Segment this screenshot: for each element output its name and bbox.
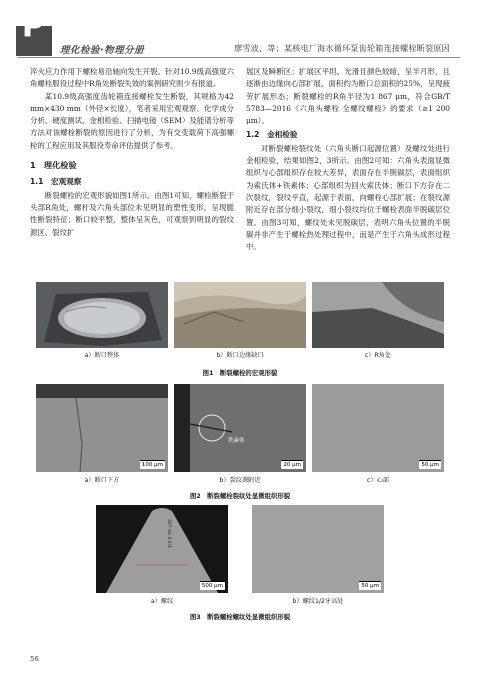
half-tooth-micrograph bbox=[252, 505, 384, 593]
running-head: 廖雪波，等：某核电厂海水循环泵齿轮箱连接螺栓断裂原因 bbox=[234, 44, 450, 53]
figure-2c-label: c）心部 bbox=[367, 477, 389, 484]
subsection-heading: 1.2 金相检验 bbox=[246, 130, 298, 140]
scale-bar: 500 μm bbox=[201, 583, 223, 589]
hardness-label: 307 Hv 0.5/1 bbox=[166, 519, 171, 549]
fracture-overall-photo bbox=[36, 282, 168, 348]
below-fracture-micrograph bbox=[36, 384, 168, 472]
scale-bar: 50 μm bbox=[421, 462, 439, 468]
figure-3a-label: a）螺纹 bbox=[150, 598, 174, 605]
fracture-edge-photo bbox=[174, 282, 306, 348]
figure-1b-label: b）断口边缘缺口 bbox=[216, 352, 264, 359]
header-rule bbox=[18, 57, 460, 58]
figure-1a-label: a）断口整体 bbox=[84, 352, 120, 359]
thread-micrograph bbox=[96, 505, 228, 593]
left-column bbox=[30, 66, 234, 239]
crack-source-micrograph bbox=[174, 384, 306, 472]
section-heading: 1 理化检验 bbox=[30, 160, 77, 171]
figure-3b-label: b）螺纹1/2牙高处 bbox=[292, 598, 344, 605]
figure-1-sublabels bbox=[36, 350, 444, 360]
right-column bbox=[246, 66, 450, 253]
figure-3-row bbox=[96, 505, 384, 593]
paragraph: 断裂螺栓的宏观形貌如图1所示。由图1可知，螺栓断裂于头部R角处，螺杆及六角头部位未见明显的塑性变形，呈现脆性断裂特征；断口较平整，整体呈灰色，可观察到明显的裂纹源区、裂纹扩 bbox=[30, 190, 234, 237]
paragraph: 某10.9级高强度齿轮箱连接螺栓发生断裂，其规格为42 mm×430 mm（外径×长度），笔者采用宏观观察、化学成分分析、硬度测试、金相检验、扫描电镜（SEM）及能谱分析等方法对该螺栓断裂的原因进行了分析，为有交变载荷下高强螺栓的工程应用及其服役寿命评估提供了参考。 bbox=[30, 91, 234, 150]
page-number: 56 bbox=[30, 655, 39, 663]
r-corner-photo bbox=[312, 282, 444, 348]
journal-logo-letter: P bbox=[22, 9, 44, 44]
figure-1-caption: 图1 断裂螺栓的宏观形貌 bbox=[202, 369, 278, 377]
ferrite-label: 铁素体 bbox=[228, 438, 245, 444]
paragraph: 淬火应力作用下螺栓易沿轴向发生开裂。针对10.9级高强度六角螺栓服役过程中R角处断裂失效的案例研究则少有报道。 bbox=[30, 67, 234, 89]
figure-1c-label: c）R角处 bbox=[364, 352, 392, 359]
figure-2a-label: a）断口下方 bbox=[84, 477, 120, 484]
paragraph: 展区及瞬断区；扩展区平坦、光滑且颜色较暗，呈半月形，且逐渐由边缘向心部扩展，面积约为断口总面积的25%，呈现疲劳扩展形态；断裂螺栓的R角半径为1 867 μm，符合GB/T 5783—2016《六角头螺栓 全螺纹螺栓》的要求（≥1 200 μm）。 bbox=[246, 67, 450, 126]
figure-3-caption: 图3 断裂螺栓螺纹处显微组织形貌 bbox=[189, 613, 291, 621]
figure-2-sublabels bbox=[36, 475, 444, 485]
journal-name: 理化检验·物理分册 bbox=[60, 45, 145, 56]
figure-1-row bbox=[36, 282, 444, 348]
scale-bar: 100 μm bbox=[141, 462, 163, 468]
paragraph: 对断裂螺栓裂纹处（六角头断口起源位置）及螺纹处进行金相检验，结果如图2，3所示。由图2可知：六角头表面显微组织与心部组织存在较大差异，表面存在半脱碳层，表面组织为索氏体+铁素体；心部组织为回火索氏体；断口下方存在二次裂纹，裂纹平直，起源于表面，向螺栓心部扩展；在裂纹源附近存在部分细小裂纹，细小裂纹均位于螺栓表面半脱碳层位置。由图3可知，螺纹处未见脱碳层，表明六角头位置的半脱碳并非产生于螺栓热处理过程中，而是产生于六角头成形过程中。 bbox=[246, 143, 450, 252]
page-header bbox=[0, 0, 480, 62]
scale-bar: 50 μm bbox=[361, 583, 379, 589]
subsection-heading: 1.1 宏观观察 bbox=[30, 177, 82, 187]
figure-2-row bbox=[36, 384, 444, 472]
figure-2-caption: 图2 断裂螺栓裂纹处显微组织形貌 bbox=[189, 492, 291, 500]
scale-bar: 20 μm bbox=[283, 462, 301, 468]
figure-3-sublabels bbox=[96, 596, 384, 606]
figure-2b-label: b）裂纹源附近 bbox=[219, 477, 261, 484]
core-micrograph bbox=[312, 384, 444, 472]
